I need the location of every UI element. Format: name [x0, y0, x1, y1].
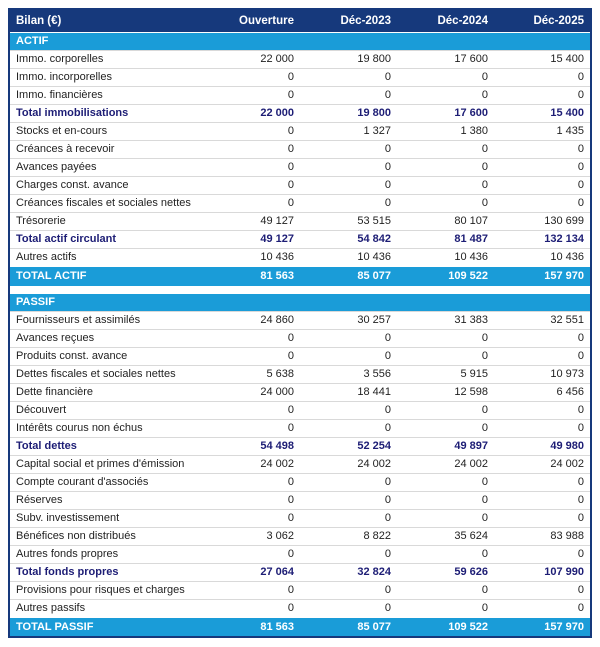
row-label: Stocks et en-cours [9, 122, 203, 140]
table-row [9, 329, 591, 347]
table-row [9, 383, 591, 401]
section-gap [9, 286, 591, 293]
cell-value: 0 [494, 140, 591, 158]
cell-value: 12 598 [397, 383, 494, 401]
table-header-row [9, 9, 591, 32]
cell-value: 0 [300, 419, 397, 437]
cell-value: 0 [494, 86, 591, 104]
table-body [9, 32, 591, 637]
section-header-row-passif [9, 293, 591, 311]
cell-value: 0 [397, 194, 494, 212]
cell-value: 49 127 [203, 212, 300, 230]
cell-value: 0 [494, 176, 591, 194]
table-row [9, 419, 591, 437]
cell-value: 0 [203, 86, 300, 104]
row-label: Dettes fiscales et sociales nettes [9, 365, 203, 383]
table-row [9, 248, 591, 266]
cell-value: 0 [203, 581, 300, 599]
cell-value: 49 980 [494, 437, 591, 455]
cell-value: 54 498 [203, 437, 300, 455]
row-label: Avances payées [9, 158, 203, 176]
cell-value: 0 [494, 473, 591, 491]
cell-value: 81 563 [203, 266, 300, 286]
cell-value: 18 441 [300, 383, 397, 401]
balance-sheet-table [8, 8, 592, 638]
cell-value: 83 988 [494, 527, 591, 545]
cell-value: 6 456 [494, 383, 591, 401]
row-label: Réserves [9, 491, 203, 509]
cell-value: 17 600 [397, 104, 494, 122]
cell-value: 109 522 [397, 617, 494, 637]
cell-value: 107 990 [494, 563, 591, 581]
cell-value: 80 107 [397, 212, 494, 230]
table-row [9, 311, 591, 329]
cell-value: 0 [300, 581, 397, 599]
cell-value: 3 062 [203, 527, 300, 545]
cell-value: 1 327 [300, 122, 397, 140]
cell-value: 0 [494, 491, 591, 509]
cell-value: 0 [203, 509, 300, 527]
cell-value: 49 897 [397, 437, 494, 455]
cell-value: 0 [203, 158, 300, 176]
row-label: Total immobilisations [9, 104, 203, 122]
row-label: Autres actifs [9, 248, 203, 266]
row-label: Produits const. avance [9, 347, 203, 365]
table-title: Bilan (€) [9, 9, 203, 32]
cell-value: 0 [203, 545, 300, 563]
cell-value: 22 000 [203, 104, 300, 122]
cell-value: 24 002 [397, 455, 494, 473]
cell-value: 59 626 [397, 563, 494, 581]
table-row [9, 455, 591, 473]
cell-value: 0 [397, 473, 494, 491]
subtotal-row [9, 437, 591, 455]
cell-value: 0 [203, 68, 300, 86]
table-row [9, 509, 591, 527]
table-row [9, 581, 591, 599]
cell-value: 132 134 [494, 230, 591, 248]
cell-value: 0 [397, 599, 494, 617]
row-label: TOTAL ACTIF [9, 266, 203, 286]
row-label: TOTAL PASSIF [9, 617, 203, 637]
cell-value: 1 435 [494, 122, 591, 140]
subtotal-row [9, 563, 591, 581]
cell-value: 0 [494, 581, 591, 599]
cell-value: 52 254 [300, 437, 397, 455]
cell-value: 10 436 [397, 248, 494, 266]
table-row [9, 140, 591, 158]
cell-value: 53 515 [300, 212, 397, 230]
cell-value: 0 [203, 140, 300, 158]
cell-value: 24 002 [300, 455, 397, 473]
row-label: Compte courant d'associés [9, 473, 203, 491]
cell-value: 0 [300, 509, 397, 527]
cell-value: 0 [300, 401, 397, 419]
cell-value: 10 973 [494, 365, 591, 383]
cell-value: 157 970 [494, 266, 591, 286]
cell-value: 0 [300, 545, 397, 563]
cell-value: 0 [397, 176, 494, 194]
cell-value: 24 000 [203, 383, 300, 401]
cell-value: 5 915 [397, 365, 494, 383]
cell-value: 24 860 [203, 311, 300, 329]
cell-value: 81 563 [203, 617, 300, 637]
table-row [9, 599, 591, 617]
row-label: Fournisseurs et assimilés [9, 311, 203, 329]
cell-value: 19 800 [300, 104, 397, 122]
cell-value: 0 [494, 545, 591, 563]
row-label: Autres passifs [9, 599, 203, 617]
table-row [9, 473, 591, 491]
cell-value: 0 [203, 194, 300, 212]
row-label: Total dettes [9, 437, 203, 455]
cell-value: 17 600 [397, 50, 494, 68]
cell-value: 24 002 [203, 455, 300, 473]
cell-value: 85 077 [300, 617, 397, 637]
row-label: Découvert [9, 401, 203, 419]
row-label: Provisions pour risques et charges [9, 581, 203, 599]
column-header-dec-2025: Déc-2025 [494, 9, 591, 32]
row-label: Créances fiscales et sociales nettes [9, 194, 203, 212]
cell-value: 54 842 [300, 230, 397, 248]
cell-value: 24 002 [494, 455, 591, 473]
cell-value: 0 [203, 401, 300, 419]
row-label: Charges const. avance [9, 176, 203, 194]
cell-value: 0 [203, 473, 300, 491]
cell-value: 49 127 [203, 230, 300, 248]
cell-value: 0 [203, 347, 300, 365]
table-row [9, 545, 591, 563]
table-row [9, 401, 591, 419]
cell-value: 8 822 [300, 527, 397, 545]
cell-value: 0 [203, 599, 300, 617]
cell-value: 27 064 [203, 563, 300, 581]
cell-value: 31 383 [397, 311, 494, 329]
cell-value: 0 [300, 158, 397, 176]
cell-value: 0 [494, 347, 591, 365]
cell-value: 0 [397, 491, 494, 509]
row-label: Intérêts courus non échus [9, 419, 203, 437]
table-row [9, 212, 591, 230]
column-header-dec-2023: Déc-2023 [300, 9, 397, 32]
row-label: Capital social et primes d'émission [9, 455, 203, 473]
row-label: Total fonds propres [9, 563, 203, 581]
row-label: Total actif circulant [9, 230, 203, 248]
cell-value: 0 [397, 86, 494, 104]
section-header-label: PASSIF [9, 293, 591, 311]
cell-value: 10 436 [203, 248, 300, 266]
cell-value: 32 551 [494, 311, 591, 329]
subtotal-row [9, 230, 591, 248]
cell-value: 0 [300, 86, 397, 104]
table-row [9, 68, 591, 86]
cell-value: 0 [494, 509, 591, 527]
cell-value: 0 [203, 122, 300, 140]
grand-total-row [9, 617, 591, 637]
cell-value: 30 257 [300, 311, 397, 329]
cell-value: 0 [397, 401, 494, 419]
cell-value: 0 [300, 68, 397, 86]
cell-value: 3 556 [300, 365, 397, 383]
section-header-row-actif [9, 32, 591, 50]
table-row [9, 50, 591, 68]
cell-value: 0 [300, 599, 397, 617]
cell-value: 19 800 [300, 50, 397, 68]
cell-value: 5 638 [203, 365, 300, 383]
row-label: Créances à recevoir [9, 140, 203, 158]
cell-value: 0 [300, 176, 397, 194]
table-row [9, 347, 591, 365]
section-header-label: ACTIF [9, 32, 591, 50]
cell-value: 10 436 [494, 248, 591, 266]
cell-value: 0 [397, 581, 494, 599]
cell-value: 1 380 [397, 122, 494, 140]
cell-value: 0 [203, 419, 300, 437]
table-row [9, 365, 591, 383]
table-row [9, 491, 591, 509]
row-label: Immo. financières [9, 86, 203, 104]
cell-value: 85 077 [300, 266, 397, 286]
cell-value: 0 [300, 491, 397, 509]
cell-value: 0 [300, 329, 397, 347]
cell-value: 0 [397, 509, 494, 527]
cell-value: 130 699 [494, 212, 591, 230]
cell-value: 0 [397, 545, 494, 563]
cell-value: 15 400 [494, 104, 591, 122]
cell-value: 0 [397, 158, 494, 176]
cell-value: 0 [494, 329, 591, 347]
table-row [9, 86, 591, 104]
table-row [9, 176, 591, 194]
cell-value: 0 [300, 140, 397, 158]
cell-value: 0 [203, 329, 300, 347]
table-row [9, 122, 591, 140]
column-header-ouverture: Ouverture [203, 9, 300, 32]
cell-value: 0 [494, 599, 591, 617]
cell-value: 10 436 [300, 248, 397, 266]
grand-total-row [9, 266, 591, 286]
row-label: Trésorerie [9, 212, 203, 230]
cell-value: 0 [203, 176, 300, 194]
row-label: Bénéfices non distribués [9, 527, 203, 545]
table-row [9, 158, 591, 176]
cell-value: 81 487 [397, 230, 494, 248]
cell-value: 0 [397, 68, 494, 86]
row-label: Immo. incorporelles [9, 68, 203, 86]
cell-value: 35 624 [397, 527, 494, 545]
cell-value: 109 522 [397, 266, 494, 286]
cell-value: 0 [494, 194, 591, 212]
cell-value: 0 [300, 473, 397, 491]
column-header-dec-2024: Déc-2024 [397, 9, 494, 32]
row-label: Dette financière [9, 383, 203, 401]
cell-value: 0 [300, 347, 397, 365]
row-label: Autres fonds propres [9, 545, 203, 563]
cell-value: 0 [397, 419, 494, 437]
cell-value: 0 [494, 158, 591, 176]
table-row [9, 527, 591, 545]
cell-value: 0 [494, 401, 591, 419]
cell-value: 0 [494, 419, 591, 437]
table-row [9, 194, 591, 212]
cell-value: 0 [300, 194, 397, 212]
row-label: Immo. corporelles [9, 50, 203, 68]
row-label: Subv. investissement [9, 509, 203, 527]
cell-value: 0 [397, 140, 494, 158]
cell-value: 22 000 [203, 50, 300, 68]
cell-value: 0 [203, 491, 300, 509]
cell-value: 0 [397, 329, 494, 347]
cell-value: 157 970 [494, 617, 591, 637]
cell-value: 0 [494, 68, 591, 86]
cell-value: 0 [397, 347, 494, 365]
row-label: Avances reçues [9, 329, 203, 347]
cell-value: 32 824 [300, 563, 397, 581]
subtotal-row [9, 104, 591, 122]
cell-value: 15 400 [494, 50, 591, 68]
